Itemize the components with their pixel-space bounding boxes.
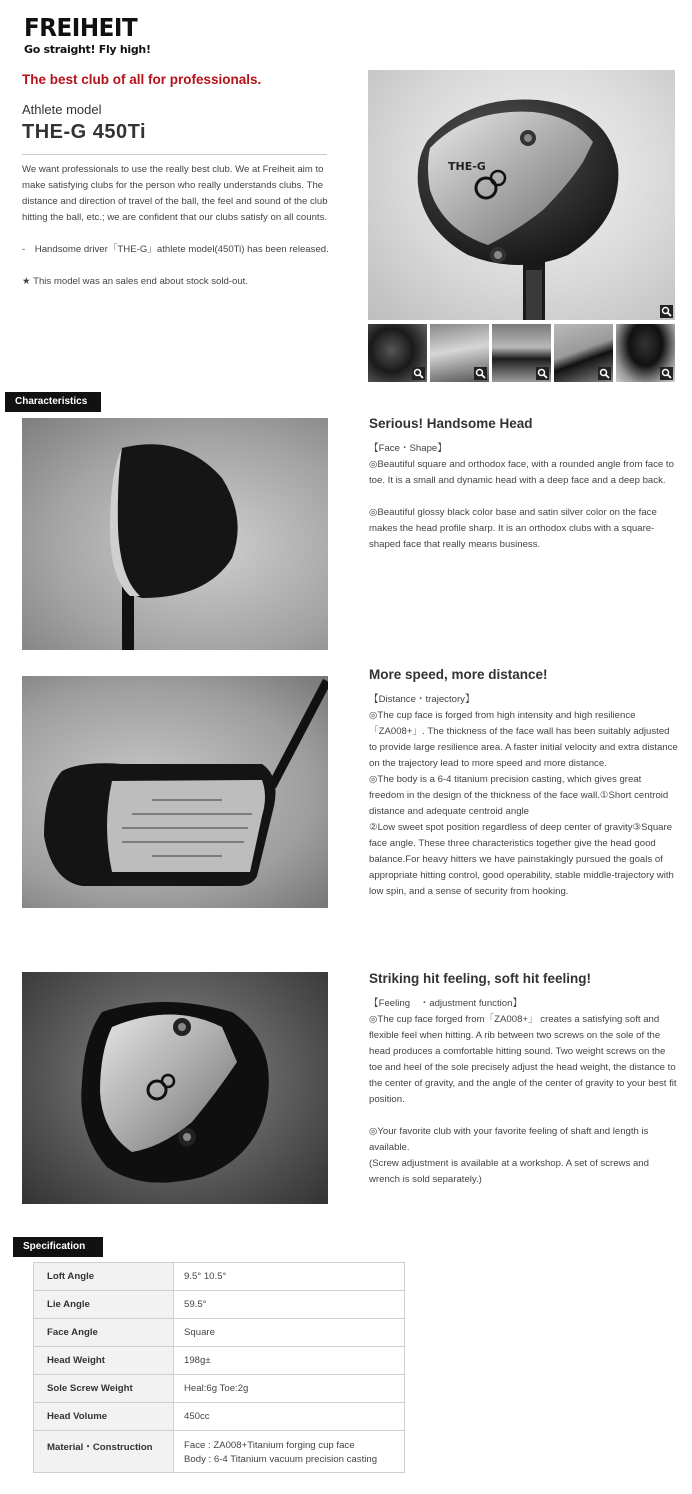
driver-head-illustration bbox=[368, 70, 675, 320]
spec-value-line: Body : 6-4 Titanium vacuum precision casting bbox=[184, 1454, 378, 1465]
zoom-icon[interactable] bbox=[474, 367, 487, 380]
feature-body: 【Feeling ・adjustment function】 ◎The cup face forged from「ZA008+」 creates a satisfying soft and flexible feel when hitting. A rib between two screws on the sole of the head produces a comfortable hitting sound. Two weight screws on the toe and heel of the sole precisely adjust the head weight, the distance to the center of gravity, and the angle of the center of gravity to your best fit position. ◎Your favorite club with your favorite feeling of shaft and length is available. (Screw adjustment is available at a workshop. A set of screws and wrench is sold separately.) bbox=[369, 998, 677, 1185]
intro-paragraph: We want professionals to use the really best club. We at Freiheit aim to make satisfying clubs for the person who really understands clubs. The distance and direction of travel of the ball, the feel and sound of the club hitting the ball, etc.; we are confident that our clubs satisfy on all counts. bbox=[22, 164, 328, 223]
page-title: THE-G 450Ti bbox=[22, 121, 147, 143]
feature-title: Serious! Handsome Head bbox=[369, 416, 533, 431]
spec-key: Loft Angle bbox=[34, 1263, 174, 1291]
hero-logo-text: THE-G bbox=[448, 160, 486, 173]
thumbnail-item[interactable] bbox=[492, 324, 551, 382]
page-tagline: The best club of all for professionals. bbox=[22, 72, 262, 87]
thumbnail-item[interactable] bbox=[616, 324, 675, 382]
brand-slogan: Go straight! Fly high! bbox=[24, 43, 151, 56]
spec-value: 9.5° 10.5° bbox=[174, 1263, 405, 1291]
zoom-icon[interactable] bbox=[412, 367, 425, 380]
table-row bbox=[34, 1403, 405, 1431]
table-row bbox=[34, 1291, 405, 1319]
feature-block bbox=[369, 971, 679, 1188]
spec-key: Material・Construction bbox=[34, 1431, 174, 1473]
spec-value: Heal:6g Toe:2g bbox=[174, 1375, 405, 1403]
feature-body: 【Distance・trajectory】 ◎The cup face is forged from high intensity and high resilience「ZA008+」. The thickness of the face wall has been suitably adjusted to provide large resilience area. A faster initial velocity and extra distance on the trajectory lead to more speed and more distance. ◎The body is a 6-4 titanium precision casting, which gives great freedom in the design of the thickness of the face wall.①Short centroid distance and adequate centroid angle ②Low sweet spot position regardless of deep center of gravity③Square face angle. These three characteristics together give the head good balance.For heavy hitters we have painstakingly pursued the goals of appropriate hitting control, good operability, stable middle-trajectory with low spin, and a sense of security from hooking. bbox=[369, 694, 678, 897]
feature-photo-head bbox=[22, 418, 328, 650]
feature-title: Striking hit feeling, soft hit feeling! bbox=[369, 971, 591, 986]
feature-photo-sole bbox=[22, 972, 328, 1204]
table-row bbox=[34, 1431, 405, 1473]
section-label-specification: Specification bbox=[13, 1237, 103, 1257]
spec-key: Head Volume bbox=[34, 1403, 174, 1431]
spec-value-line: Face : ZA008+Titanium forging cup face bbox=[184, 1440, 355, 1451]
table-row bbox=[34, 1375, 405, 1403]
feature-title: More speed, more distance! bbox=[369, 667, 548, 682]
spec-value: 198g± bbox=[174, 1347, 405, 1375]
hero-product-image[interactable] bbox=[368, 70, 675, 320]
spec-key: Sole Screw Weight bbox=[34, 1375, 174, 1403]
thumbnail-item[interactable] bbox=[368, 324, 427, 382]
release-note: - Handsome driver「THE-G」athlete model(450Ti) has been released. bbox=[22, 244, 329, 255]
table-row bbox=[34, 1319, 405, 1347]
feature-photo-face bbox=[22, 676, 328, 908]
brand-logo[interactable] bbox=[24, 14, 151, 56]
thumbnail-strip bbox=[368, 324, 675, 382]
sold-out-note: ★ This model was an sales end about stock sold-out. bbox=[22, 276, 249, 287]
model-subtitle: Athlete model bbox=[22, 102, 102, 117]
table-row bbox=[34, 1347, 405, 1375]
spec-key: Face Angle bbox=[34, 1319, 174, 1347]
spec-key: Lie Angle bbox=[34, 1291, 174, 1319]
section-label-characteristics: Characteristics bbox=[5, 392, 101, 412]
feature-body: 【Face・Shape】 ◎Beautiful square and orthodox face, with a rounded angle from face to toe. It is a small and dynamic head with a deep face and a deep back. ◎Beautiful glossy black color base and satin silver color on the face makes the head profile sharp. It is an orthodox clubs with a square-shaped face that really means business. bbox=[369, 443, 674, 550]
spec-table bbox=[33, 1262, 405, 1473]
zoom-icon[interactable] bbox=[660, 305, 673, 318]
spec-value: Square bbox=[174, 1319, 405, 1347]
brand-name: FREIHEIT bbox=[24, 13, 138, 42]
spec-value: 450cc bbox=[174, 1403, 405, 1431]
divider bbox=[22, 154, 327, 155]
spec-key: Head Weight bbox=[34, 1347, 174, 1375]
feature-block bbox=[369, 667, 679, 900]
thumbnail-item[interactable] bbox=[430, 324, 489, 382]
zoom-icon[interactable] bbox=[536, 367, 549, 380]
thumbnail-item[interactable] bbox=[554, 324, 613, 382]
feature-block bbox=[369, 416, 679, 553]
intro-text bbox=[22, 162, 332, 306]
table-row bbox=[34, 1263, 405, 1291]
zoom-icon[interactable] bbox=[660, 367, 673, 380]
zoom-icon[interactable] bbox=[598, 367, 611, 380]
spec-value: 59.5° bbox=[174, 1291, 405, 1319]
spec-value bbox=[174, 1431, 405, 1473]
